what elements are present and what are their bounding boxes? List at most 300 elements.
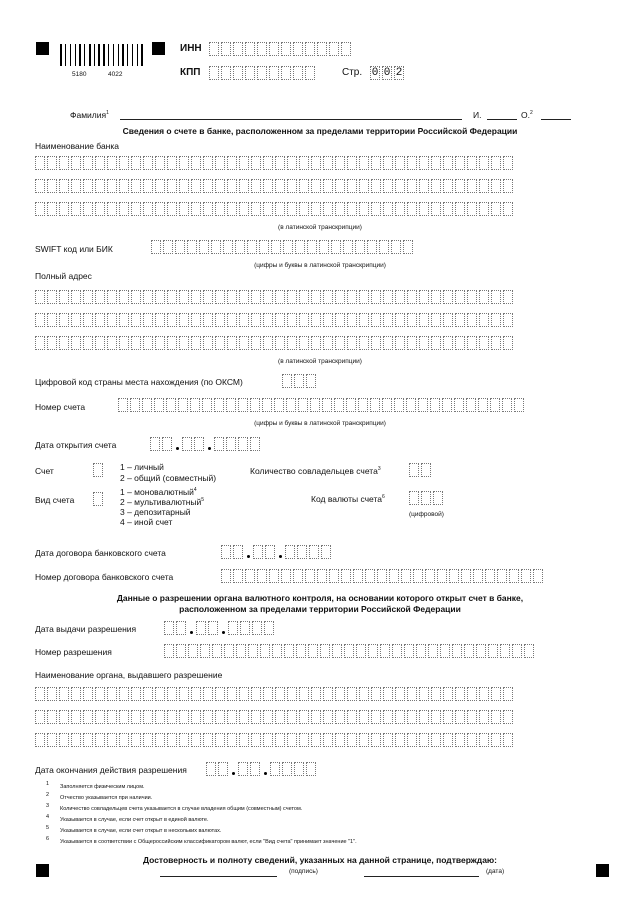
input-cell[interactable] <box>155 687 165 701</box>
input-cell[interactable] <box>371 687 381 701</box>
input-cell[interactable] <box>443 179 453 193</box>
input-cell[interactable] <box>71 710 81 724</box>
input-cell[interactable] <box>286 398 296 412</box>
input-cell[interactable] <box>320 644 330 658</box>
input-cell[interactable] <box>95 336 105 350</box>
input-cell[interactable] <box>107 710 117 724</box>
input-cell[interactable] <box>167 336 177 350</box>
input-cell[interactable] <box>47 710 57 724</box>
input-cell[interactable] <box>251 290 261 304</box>
input-cell[interactable] <box>431 313 441 327</box>
date-cell[interactable] <box>233 545 243 559</box>
page-number-cells[interactable] <box>370 66 406 80</box>
bank-name-row-3[interactable] <box>35 202 515 216</box>
input-cell[interactable] <box>299 202 309 216</box>
input-cell[interactable] <box>311 336 321 350</box>
input-cell[interactable] <box>359 156 369 170</box>
input-cell[interactable] <box>353 569 363 583</box>
input-cell[interactable] <box>371 710 381 724</box>
input-cell[interactable] <box>407 710 417 724</box>
input-cell[interactable] <box>395 336 405 350</box>
input-cell[interactable] <box>443 687 453 701</box>
input-cell[interactable] <box>443 710 453 724</box>
input-cell[interactable] <box>395 313 405 327</box>
input-cell[interactable] <box>203 336 213 350</box>
input-cell[interactable] <box>83 733 93 747</box>
input-cell[interactable] <box>311 733 321 747</box>
input-cell[interactable] <box>227 313 237 327</box>
input-cell[interactable] <box>233 42 243 56</box>
input-cell[interactable] <box>287 733 297 747</box>
input-cell[interactable] <box>83 687 93 701</box>
input-cell[interactable] <box>359 179 369 193</box>
input-cell[interactable] <box>329 569 339 583</box>
input-cell[interactable] <box>167 710 177 724</box>
input-cell[interactable] <box>35 336 45 350</box>
input-cell[interactable] <box>371 336 381 350</box>
input-cell[interactable] <box>245 66 255 80</box>
input-cell[interactable] <box>299 710 309 724</box>
input-cell[interactable] <box>131 733 141 747</box>
input-cell[interactable] <box>409 491 419 505</box>
input-cell[interactable] <box>233 569 243 583</box>
input-cell[interactable] <box>479 733 489 747</box>
input-cell[interactable] <box>239 733 249 747</box>
input-cell[interactable] <box>215 156 225 170</box>
input-cell[interactable] <box>377 569 387 583</box>
input-cell[interactable] <box>407 313 417 327</box>
input-cell[interactable] <box>503 179 513 193</box>
input-cell[interactable] <box>95 313 105 327</box>
input-cell[interactable] <box>47 336 57 350</box>
input-cell[interactable] <box>455 733 465 747</box>
input-cell[interactable] <box>431 336 441 350</box>
input-cell[interactable] <box>143 733 153 747</box>
date-cell[interactable] <box>294 762 304 776</box>
input-cell[interactable] <box>71 156 81 170</box>
inn-cells[interactable] <box>209 42 353 56</box>
input-cell[interactable] <box>211 240 221 254</box>
input-cell[interactable] <box>71 733 81 747</box>
input-cell[interactable] <box>107 156 117 170</box>
input-cell[interactable] <box>287 179 297 193</box>
input-cell[interactable] <box>359 290 369 304</box>
input-cell[interactable] <box>347 156 357 170</box>
input-cell[interactable] <box>239 710 249 724</box>
input-cell[interactable] <box>274 398 284 412</box>
input-cell[interactable] <box>323 313 333 327</box>
input-cell[interactable] <box>371 313 381 327</box>
input-cell[interactable] <box>425 569 435 583</box>
input-cell[interactable] <box>119 336 129 350</box>
input-cell[interactable] <box>271 240 281 254</box>
input-cell[interactable] <box>307 240 317 254</box>
input-cell[interactable] <box>247 240 257 254</box>
input-cell[interactable] <box>215 710 225 724</box>
input-cell[interactable] <box>250 398 260 412</box>
input-cell[interactable] <box>59 336 69 350</box>
input-cell[interactable] <box>178 398 188 412</box>
input-cell[interactable] <box>419 313 429 327</box>
address-row-1[interactable] <box>35 290 515 304</box>
input-cell[interactable] <box>287 290 297 304</box>
input-cell[interactable] <box>191 733 201 747</box>
input-cell[interactable] <box>306 374 316 388</box>
input-cell[interactable] <box>503 290 513 304</box>
input-cell[interactable] <box>83 202 93 216</box>
input-cell[interactable] <box>35 202 45 216</box>
input-cell[interactable] <box>269 569 279 583</box>
input-cell[interactable] <box>347 336 357 350</box>
input-cell[interactable] <box>490 398 500 412</box>
input-cell[interactable] <box>332 644 342 658</box>
input-cell[interactable] <box>335 202 345 216</box>
input-cell[interactable] <box>383 156 393 170</box>
date-line[interactable] <box>364 876 479 877</box>
input-cell[interactable] <box>433 491 443 505</box>
account-type-cell[interactable] <box>93 463 105 477</box>
input-cell[interactable] <box>395 156 405 170</box>
input-cell[interactable] <box>347 313 357 327</box>
input-cell[interactable] <box>293 42 303 56</box>
input-cell[interactable] <box>227 290 237 304</box>
input-cell[interactable] <box>47 290 57 304</box>
date-cell[interactable] <box>196 621 206 635</box>
input-cell[interactable] <box>383 336 393 350</box>
input-cell[interactable] <box>275 710 285 724</box>
input-cell[interactable] <box>214 398 224 412</box>
input-cell[interactable] <box>143 179 153 193</box>
input-cell[interactable] <box>391 240 401 254</box>
input-cell[interactable] <box>401 569 411 583</box>
input-cell[interactable] <box>239 687 249 701</box>
initial-i-line[interactable] <box>487 119 517 120</box>
input-cell[interactable] <box>179 202 189 216</box>
input-cell[interactable] <box>431 179 441 193</box>
input-cell[interactable] <box>359 313 369 327</box>
input-cell[interactable] <box>419 179 429 193</box>
input-cell[interactable] <box>383 290 393 304</box>
input-cell[interactable] <box>317 569 327 583</box>
input-cell[interactable] <box>167 156 177 170</box>
input-cell[interactable] <box>305 66 315 80</box>
input-cell[interactable] <box>83 336 93 350</box>
input-cell[interactable] <box>245 42 255 56</box>
input-cell[interactable] <box>167 687 177 701</box>
input-cell[interactable] <box>95 290 105 304</box>
input-cell[interactable] <box>491 336 501 350</box>
input-cell[interactable] <box>512 644 522 658</box>
input-cell[interactable] <box>179 313 189 327</box>
input-cell[interactable] <box>467 710 477 724</box>
input-cell[interactable] <box>179 179 189 193</box>
input-cell[interactable] <box>509 569 519 583</box>
input-cell[interactable] <box>485 569 495 583</box>
input-cell[interactable] <box>514 398 524 412</box>
input-cell[interactable] <box>191 313 201 327</box>
input-cell[interactable] <box>311 687 321 701</box>
input-cell[interactable] <box>335 290 345 304</box>
coowners-cells[interactable] <box>409 463 433 477</box>
input-cell[interactable] <box>500 644 510 658</box>
input-cell[interactable] <box>107 179 117 193</box>
input-cell[interactable] <box>142 398 152 412</box>
input-cell[interactable] <box>93 492 103 506</box>
input-cell[interactable] <box>479 313 489 327</box>
input-cell[interactable] <box>269 42 279 56</box>
input-cell[interactable] <box>413 569 423 583</box>
input-cell[interactable] <box>47 733 57 747</box>
input-cell[interactable] <box>404 644 414 658</box>
input-cell[interactable] <box>294 374 304 388</box>
input-cell[interactable] <box>119 710 129 724</box>
input-cell[interactable] <box>203 290 213 304</box>
input-cell[interactable] <box>143 710 153 724</box>
date-cell[interactable] <box>194 437 204 451</box>
input-cell[interactable] <box>394 398 404 412</box>
input-cell[interactable] <box>47 156 57 170</box>
input-cell[interactable] <box>251 733 261 747</box>
input-cell[interactable] <box>431 687 441 701</box>
input-cell[interactable] <box>263 156 273 170</box>
input-cell[interactable] <box>282 374 292 388</box>
input-cell[interactable] <box>395 290 405 304</box>
input-cell[interactable] <box>212 644 222 658</box>
input-cell[interactable] <box>311 313 321 327</box>
input-cell[interactable] <box>407 156 417 170</box>
input-cell[interactable] <box>421 463 431 477</box>
input-cell[interactable] <box>395 687 405 701</box>
input-cell[interactable] <box>407 179 417 193</box>
input-cell[interactable] <box>431 710 441 724</box>
input-cell[interactable] <box>203 313 213 327</box>
input-cell[interactable] <box>491 179 501 193</box>
input-cell[interactable] <box>395 710 405 724</box>
bank-name-row-1[interactable] <box>35 156 515 170</box>
input-cell[interactable] <box>392 644 402 658</box>
input-cell[interactable] <box>299 313 309 327</box>
input-cell[interactable] <box>379 240 389 254</box>
input-cell[interactable] <box>239 313 249 327</box>
input-cell[interactable] <box>167 313 177 327</box>
input-cell[interactable] <box>155 313 165 327</box>
input-cell[interactable] <box>155 179 165 193</box>
input-cell[interactable] <box>503 313 513 327</box>
input-cell[interactable] <box>107 290 117 304</box>
input-cell[interactable] <box>317 42 327 56</box>
input-cell[interactable] <box>419 202 429 216</box>
input-cell[interactable] <box>358 398 368 412</box>
bank-name-row-2[interactable] <box>35 179 515 193</box>
input-cell[interactable] <box>227 156 237 170</box>
input-cell[interactable] <box>259 240 269 254</box>
input-cell[interactable] <box>305 42 315 56</box>
input-cell[interactable] <box>503 336 513 350</box>
input-cell[interactable] <box>191 290 201 304</box>
input-cell[interactable] <box>224 644 234 658</box>
input-cell[interactable] <box>119 290 129 304</box>
input-cell[interactable] <box>305 569 315 583</box>
input-cell[interactable] <box>371 290 381 304</box>
input-cell[interactable] <box>107 202 117 216</box>
input-cell[interactable] <box>461 569 471 583</box>
swift-cells[interactable] <box>151 240 415 254</box>
input-cell[interactable] <box>119 687 129 701</box>
input-cell[interactable] <box>227 179 237 193</box>
input-cell[interactable] <box>131 290 141 304</box>
input-cell[interactable] <box>308 644 318 658</box>
input-cell[interactable] <box>215 202 225 216</box>
input-cell[interactable] <box>95 202 105 216</box>
input-cell[interactable] <box>283 240 293 254</box>
input-cell[interactable] <box>335 733 345 747</box>
input-cell[interactable] <box>503 733 513 747</box>
input-cell[interactable] <box>215 179 225 193</box>
input-cell[interactable] <box>491 710 501 724</box>
date-cell[interactable] <box>218 762 228 776</box>
input-cell[interactable] <box>355 240 365 254</box>
input-cell[interactable] <box>107 733 117 747</box>
input-cell[interactable] <box>478 398 488 412</box>
date-cell[interactable] <box>264 621 274 635</box>
date-cell[interactable] <box>252 621 262 635</box>
input-cell[interactable] <box>167 733 177 747</box>
input-cell[interactable] <box>200 644 210 658</box>
input-cell[interactable] <box>83 179 93 193</box>
input-cell[interactable] <box>503 687 513 701</box>
input-cell[interactable] <box>443 313 453 327</box>
input-cell[interactable] <box>118 398 128 412</box>
contract-date-cells[interactable] <box>221 545 333 559</box>
input-cell[interactable] <box>272 644 282 658</box>
input-cell[interactable] <box>467 336 477 350</box>
input-cell[interactable] <box>418 398 428 412</box>
input-cell[interactable] <box>35 710 45 724</box>
input-cell[interactable] <box>359 733 369 747</box>
input-cell[interactable] <box>403 240 413 254</box>
input-cell[interactable] <box>452 644 462 658</box>
input-cell[interactable] <box>416 644 426 658</box>
input-cell[interactable] <box>71 313 81 327</box>
input-cell[interactable] <box>131 179 141 193</box>
currency-cells[interactable] <box>409 491 445 505</box>
input-cell[interactable] <box>443 202 453 216</box>
input-cell[interactable] <box>491 202 501 216</box>
input-cell[interactable] <box>263 336 273 350</box>
input-cell[interactable] <box>263 179 273 193</box>
input-cell[interactable] <box>466 398 476 412</box>
input-cell[interactable] <box>221 569 231 583</box>
input-cell[interactable] <box>83 156 93 170</box>
input-cell[interactable] <box>143 156 153 170</box>
date-cell[interactable] <box>228 621 238 635</box>
input-cell[interactable] <box>395 733 405 747</box>
input-cell[interactable] <box>524 644 534 658</box>
input-cell[interactable] <box>407 336 417 350</box>
input-cell[interactable] <box>473 569 483 583</box>
date-cell[interactable] <box>250 437 260 451</box>
input-cell[interactable] <box>203 687 213 701</box>
input-cell[interactable] <box>203 156 213 170</box>
input-cell[interactable] <box>155 290 165 304</box>
input-cell[interactable] <box>347 202 357 216</box>
date-cell[interactable] <box>285 545 295 559</box>
input-cell[interactable] <box>59 733 69 747</box>
input-cell[interactable] <box>368 644 378 658</box>
input-cell[interactable] <box>203 733 213 747</box>
input-cell[interactable] <box>239 336 249 350</box>
input-cell[interactable] <box>479 687 489 701</box>
input-cell[interactable] <box>227 336 237 350</box>
input-cell[interactable] <box>299 336 309 350</box>
input-cell[interactable] <box>319 240 329 254</box>
input-cell[interactable] <box>227 687 237 701</box>
input-cell[interactable] <box>503 710 513 724</box>
country-cells[interactable] <box>282 374 318 388</box>
input-cell[interactable] <box>431 290 441 304</box>
date-cell[interactable] <box>270 762 280 776</box>
input-cell[interactable] <box>215 687 225 701</box>
input-cell[interactable] <box>335 313 345 327</box>
input-cell[interactable] <box>154 398 164 412</box>
input-cell[interactable] <box>311 202 321 216</box>
input-cell[interactable] <box>71 179 81 193</box>
input-cell[interactable] <box>323 336 333 350</box>
input-cell[interactable] <box>226 398 236 412</box>
input-cell[interactable] <box>382 398 392 412</box>
input-cell[interactable] <box>428 644 438 658</box>
input-cell[interactable] <box>442 398 452 412</box>
input-cell[interactable] <box>275 733 285 747</box>
input-cell[interactable] <box>95 687 105 701</box>
input-cell[interactable] <box>143 336 153 350</box>
input-cell[interactable] <box>407 687 417 701</box>
input-cell[interactable] <box>236 644 246 658</box>
input-cell[interactable] <box>191 156 201 170</box>
input-cell[interactable] <box>215 290 225 304</box>
input-cell[interactable] <box>275 336 285 350</box>
input-cell[interactable] <box>419 687 429 701</box>
input-cell[interactable] <box>130 398 140 412</box>
input-cell[interactable] <box>347 687 357 701</box>
input-cell[interactable] <box>83 710 93 724</box>
date-cell[interactable] <box>208 621 218 635</box>
input-cell[interactable] <box>406 398 416 412</box>
date-cell[interactable] <box>250 762 260 776</box>
input-cell[interactable] <box>107 336 117 350</box>
input-cell[interactable] <box>47 313 57 327</box>
input-cell[interactable] <box>331 240 341 254</box>
input-cell[interactable] <box>467 290 477 304</box>
input-cell[interactable] <box>179 336 189 350</box>
input-cell[interactable] <box>323 156 333 170</box>
input-cell[interactable] <box>323 687 333 701</box>
input-cell[interactable] <box>491 156 501 170</box>
input-cell[interactable] <box>479 156 489 170</box>
input-cell[interactable] <box>296 644 306 658</box>
input-cell[interactable] <box>119 156 129 170</box>
input-cell[interactable] <box>455 313 465 327</box>
input-cell[interactable] <box>47 687 57 701</box>
date-cell[interactable] <box>221 545 231 559</box>
input-cell[interactable] <box>479 290 489 304</box>
input-cell[interactable] <box>440 644 450 658</box>
input-cell[interactable] <box>491 313 501 327</box>
input-cell[interactable] <box>533 569 543 583</box>
input-cell[interactable] <box>143 202 153 216</box>
input-cell[interactable] <box>131 336 141 350</box>
input-cell[interactable] <box>262 398 272 412</box>
